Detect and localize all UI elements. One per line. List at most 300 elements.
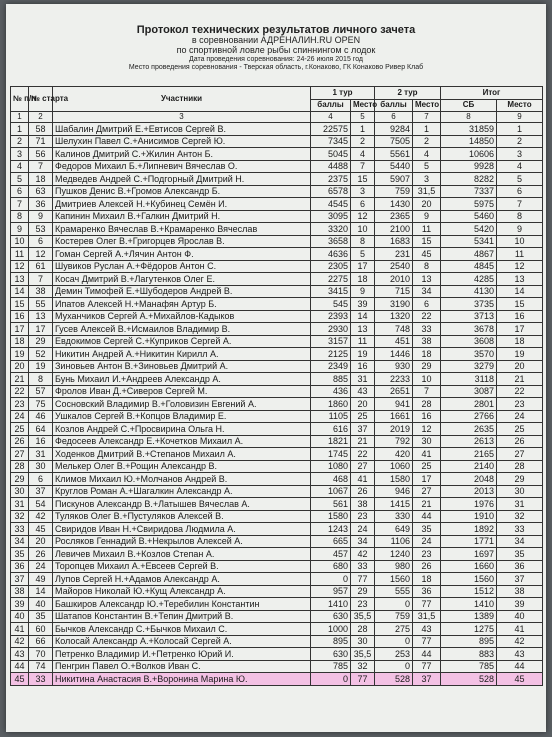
start-number: 31	[29, 448, 53, 461]
tour2-place: 11	[413, 223, 441, 236]
place-line: Место проведения соревнования - Тверская область, г.Конаково, ГК Конаково Ривер Клаб	[128, 63, 424, 71]
total-points: 3678	[441, 323, 497, 336]
document-title: Протокол технических результатов личного зачета	[136, 24, 416, 36]
tour2-points: 1683	[375, 235, 413, 248]
tour2-place: 23	[413, 548, 441, 561]
tour1-points: 0	[311, 673, 351, 686]
start-number: 64	[29, 423, 53, 436]
tour1-points: 616	[311, 423, 351, 436]
participants-cell: Козлов Андрей С.+Просвирина Ольга Н.	[53, 423, 311, 436]
tour1-points: 2305	[311, 260, 351, 273]
total-points: 528	[441, 673, 497, 686]
total-place: 37	[497, 573, 543, 586]
table-row	[11, 410, 543, 423]
start-number: 74	[29, 660, 53, 673]
total-place: 22	[497, 385, 543, 398]
total-points: 883	[441, 648, 497, 661]
tour1-points: 630	[311, 610, 351, 623]
tour2-place: 31,5	[413, 610, 441, 623]
row-number: 25	[11, 423, 29, 436]
total-place: 35	[497, 548, 543, 561]
row-number: 15	[11, 298, 29, 311]
tour1-points: 3415	[311, 285, 351, 298]
row-number: 44	[11, 660, 29, 673]
table-row	[11, 248, 543, 261]
row-number: 41	[11, 623, 29, 636]
tour2-points: 3190	[375, 298, 413, 311]
total-place: 15	[497, 298, 543, 311]
start-number: 6	[29, 235, 53, 248]
col-index: 1	[11, 112, 29, 123]
table-row	[11, 185, 543, 198]
table-row	[11, 335, 543, 348]
total-place: 26	[497, 435, 543, 448]
participants-cell: Башкиров Александр Ю.+Теребилин Константин	[53, 598, 311, 611]
participants-cell: Пушков Денис В.+Громов Александр Б.	[53, 185, 311, 198]
tour2-points: 1320	[375, 310, 413, 323]
table-row	[11, 198, 543, 211]
row-number: 10	[11, 235, 29, 248]
tour2-place: 25	[413, 460, 441, 473]
col-index: 2	[29, 112, 53, 123]
total-place: 14	[497, 285, 543, 298]
row-number: 21	[11, 373, 29, 386]
total-points: 3279	[441, 360, 497, 373]
tour1-place: 13	[351, 323, 375, 336]
col-place-total-header: Место	[497, 99, 543, 112]
total-place: 19	[497, 348, 543, 361]
tour2-place: 21	[413, 498, 441, 511]
protocol-sheet	[6, 4, 546, 732]
total-points: 1697	[441, 548, 497, 561]
participants-cell: Никитина Анастасия В.+Воронина Марина Ю.	[53, 673, 311, 686]
table-row	[11, 648, 543, 661]
row-number: 12	[11, 260, 29, 273]
tour1-place: 3	[351, 185, 375, 198]
total-points: 2165	[441, 448, 497, 461]
tour1-points: 885	[311, 373, 351, 386]
tour1-points: 3320	[311, 223, 351, 236]
tour2-points: 0	[375, 660, 413, 673]
total-points: 1410	[441, 598, 497, 611]
results-body	[11, 123, 543, 686]
tour2-points: 792	[375, 435, 413, 448]
start-number: 12	[29, 248, 53, 261]
total-place: 8	[497, 210, 543, 223]
col-sb-header: СБ	[441, 99, 497, 112]
total-points: 2013	[441, 485, 497, 498]
participants-cell: Лупов Сергей Н.+Адамов Александр А.	[53, 573, 311, 586]
table-row	[11, 635, 543, 648]
start-number: 54	[29, 498, 53, 511]
total-points: 5975	[441, 198, 497, 211]
tour1-place: 28	[351, 623, 375, 636]
total-points: 1976	[441, 498, 497, 511]
tour2-points: 1560	[375, 573, 413, 586]
total-place: 36	[497, 560, 543, 573]
total-points: 4845	[441, 260, 497, 273]
row-number: 39	[11, 598, 29, 611]
tour2-points: 941	[375, 398, 413, 411]
tour1-points: 3157	[311, 335, 351, 348]
tour2-place: 12	[413, 423, 441, 436]
row-number: 33	[11, 523, 29, 536]
tour2-place: 15	[413, 235, 441, 248]
participants-cell: Фролов Иван Д.+Сиверов Сергей М.	[53, 385, 311, 398]
tour2-place: 9	[413, 210, 441, 223]
start-number: 42	[29, 510, 53, 523]
row-number: 5	[11, 173, 29, 186]
tour1-points: 4636	[311, 248, 351, 261]
tour2-points: 420	[375, 448, 413, 461]
participants-cell: Петренко Владимир И.+Петренко Юрий И.	[53, 648, 311, 661]
tour2-place: 8	[413, 260, 441, 273]
total-place: 11	[497, 248, 543, 261]
tour1-points: 4545	[311, 198, 351, 211]
tour1-points: 6578	[311, 185, 351, 198]
total-points: 1512	[441, 585, 497, 598]
tour2-place: 13	[413, 273, 441, 286]
participants-cell: Левичев Михаил В.+Козлов Степан А.	[53, 548, 311, 561]
tour1-place: 16	[351, 360, 375, 373]
tour1-place: 29	[351, 585, 375, 598]
total-points: 2801	[441, 398, 497, 411]
tour2-points: 2019	[375, 423, 413, 436]
tour1-place: 23	[351, 510, 375, 523]
row-number: 40	[11, 610, 29, 623]
table-row	[11, 235, 543, 248]
tour1-points: 2349	[311, 360, 351, 373]
tour1-place: 20	[351, 398, 375, 411]
tour2-place: 6	[413, 298, 441, 311]
participants-cell: Ходенков Дмитрий В.+Степанов Михаил А.	[53, 448, 311, 461]
total-points: 2048	[441, 473, 497, 486]
col-index: 9	[497, 112, 543, 123]
tour1-points: 1067	[311, 485, 351, 498]
tour1-place: 5	[351, 248, 375, 261]
participants-cell: Дмитриев Алексей Н.+Кубинец Семён И.	[53, 198, 311, 211]
row-number: 35	[11, 548, 29, 561]
total-points: 3735	[441, 298, 497, 311]
col-points1-header: баллы	[311, 99, 351, 112]
tour2-place: 22	[413, 310, 441, 323]
start-number: 57	[29, 385, 53, 398]
row-number: 2	[11, 135, 29, 148]
tour2-points: 5440	[375, 160, 413, 173]
row-number: 27	[11, 448, 29, 461]
row-number: 31	[11, 498, 29, 511]
row-number: 28	[11, 460, 29, 473]
row-number: 26	[11, 435, 29, 448]
tour1-place: 18	[351, 273, 375, 286]
row-number: 20	[11, 360, 29, 373]
table-row	[11, 123, 543, 136]
start-number: 58	[29, 123, 53, 136]
tour1-points: 1243	[311, 523, 351, 536]
total-place: 27	[497, 448, 543, 461]
col-index: 6	[375, 112, 413, 123]
participants-cell: Калинов Дмитрий С.+Жилин Антон Б.	[53, 148, 311, 161]
tour1-points: 436	[311, 385, 351, 398]
tour2-place: 27	[413, 485, 441, 498]
tour2-points: 2233	[375, 373, 413, 386]
tour2-place: 18	[413, 573, 441, 586]
tour2-place: 41	[413, 448, 441, 461]
start-number: 14	[29, 585, 53, 598]
total-place: 31	[497, 498, 543, 511]
table-row	[11, 298, 543, 311]
participants-cell: Бычков Александр С.+Бычков Михаил С.	[53, 623, 311, 636]
tour1-place: 9	[351, 285, 375, 298]
start-number: 61	[29, 260, 53, 273]
total-points: 14850	[441, 135, 497, 148]
start-number: 35	[29, 610, 53, 623]
table-row	[11, 460, 543, 473]
tour1-place: 14	[351, 310, 375, 323]
table-row	[11, 573, 543, 586]
start-number: 60	[29, 623, 53, 636]
participants-cell: Гоман Сергей А.+Лячин Антон Ф.	[53, 248, 311, 261]
tour1-place: 2	[351, 135, 375, 148]
tour1-points: 3658	[311, 235, 351, 248]
tour1-place: 30	[351, 635, 375, 648]
tour2-place: 44	[413, 648, 441, 661]
results-table	[10, 86, 543, 686]
start-number: 46	[29, 410, 53, 423]
row-number: 16	[11, 310, 29, 323]
tour1-points: 7345	[311, 135, 351, 148]
table-row	[11, 423, 543, 436]
col-start-header: № старта	[29, 87, 53, 112]
row-number: 22	[11, 385, 29, 398]
tour2-place: 18	[413, 348, 441, 361]
total-points: 3608	[441, 335, 497, 348]
row-number: 17	[11, 323, 29, 336]
start-number: 37	[29, 485, 53, 498]
participants-cell: Гусев Алексей В.+Исмаилов Владимир В.	[53, 323, 311, 336]
start-number: 16	[29, 435, 53, 448]
participants-cell: Шелухин Павел С.+Анисимов Сергей Ю.	[53, 135, 311, 148]
start-number: 40	[29, 598, 53, 611]
tour1-points: 1105	[311, 410, 351, 423]
total-place: 43	[497, 648, 543, 661]
col-num-header: № п/п	[11, 87, 29, 112]
start-number: 33	[29, 673, 53, 686]
total-place: 25	[497, 423, 543, 436]
tour1-points: 545	[311, 298, 351, 311]
row-number: 11	[11, 248, 29, 261]
row-number: 24	[11, 410, 29, 423]
total-points: 1892	[441, 523, 497, 536]
participants-cell: Колосай Александр А.+Колосай Сергей А.	[53, 635, 311, 648]
tour1-place: 10	[351, 223, 375, 236]
table-row	[11, 623, 543, 636]
tour2-place: 28	[413, 398, 441, 411]
document-subtitle-2: по спортивной ловле рыбы спиннингом с лодок	[176, 44, 376, 55]
row-number: 14	[11, 285, 29, 298]
tour1-place: 7	[351, 160, 375, 173]
participants-cell: Ушкалов Сергей В.+Копцов Владимир Е.	[53, 410, 311, 423]
tour1-place: 6	[351, 198, 375, 211]
total-place: 9	[497, 223, 543, 236]
table-row	[11, 260, 543, 273]
start-number: 6	[29, 473, 53, 486]
table-row	[11, 398, 543, 411]
tour2-place: 20	[413, 198, 441, 211]
tour1-points: 2275	[311, 273, 351, 286]
total-place: 12	[497, 260, 543, 273]
total-place: 33	[497, 523, 543, 536]
tour1-points: 2393	[311, 310, 351, 323]
table-row	[11, 385, 543, 398]
date-line: Дата проведения соревнования: 24-26 июля 2015 год	[188, 55, 364, 63]
tour1-points: 3095	[311, 210, 351, 223]
tour1-points: 680	[311, 560, 351, 573]
total-place: 40	[497, 610, 543, 623]
col-tour2-header: 2 тур	[375, 87, 441, 100]
table-row	[11, 585, 543, 598]
tour2-points: 2540	[375, 260, 413, 273]
participants-cell: Майоров Николай Ю.+Кущ Александр А.	[53, 585, 311, 598]
tour2-place: 44	[413, 510, 441, 523]
table-row	[11, 348, 543, 361]
tour1-place: 31	[351, 373, 375, 386]
tour2-points: 275	[375, 623, 413, 636]
start-number: 19	[29, 360, 53, 373]
total-place: 39	[497, 598, 543, 611]
participants-cell: Зиновьев Антон В.+Зиновьев Дмитрий А.	[53, 360, 311, 373]
tour1-points: 895	[311, 635, 351, 648]
tour1-place: 26	[351, 485, 375, 498]
total-points: 3087	[441, 385, 497, 398]
tour2-place: 4	[413, 148, 441, 161]
tour2-place: 10	[413, 373, 441, 386]
col-index: 7	[413, 112, 441, 123]
tour1-place: 24	[351, 523, 375, 536]
tour1-place: 77	[351, 673, 375, 686]
tour1-place: 39	[351, 298, 375, 311]
tour1-points: 1580	[311, 510, 351, 523]
row-number: 32	[11, 510, 29, 523]
tour2-points: 231	[375, 248, 413, 261]
start-number: 63	[29, 185, 53, 198]
table-row	[11, 535, 543, 548]
tour1-points: 22575	[311, 123, 351, 136]
tour2-points: 1661	[375, 410, 413, 423]
total-points: 5420	[441, 223, 497, 236]
row-number: 8	[11, 210, 29, 223]
row-number: 29	[11, 473, 29, 486]
row-number: 43	[11, 648, 29, 661]
total-place: 3	[497, 148, 543, 161]
tour1-place: 12	[351, 210, 375, 223]
tour1-points: 1000	[311, 623, 351, 636]
table-row	[11, 673, 543, 686]
tour1-place: 33	[351, 560, 375, 573]
tour2-points: 5561	[375, 148, 413, 161]
tour2-points: 9284	[375, 123, 413, 136]
table-row	[11, 523, 543, 536]
participants-cell: Федосеев Александр Е.+Кочетков Михаил А.	[53, 435, 311, 448]
tour2-place: 3	[413, 173, 441, 186]
tour2-place: 77	[413, 598, 441, 611]
total-place: 16	[497, 310, 543, 323]
row-number: 19	[11, 348, 29, 361]
total-points: 2635	[441, 423, 497, 436]
col-total-header: Итог	[441, 87, 543, 100]
document-header	[6, 24, 546, 71]
table-row	[11, 160, 543, 173]
tour1-points: 5045	[311, 148, 351, 161]
participants-cell: Евдокимов Сергей С.+Куприков Сергей А.	[53, 335, 311, 348]
table-row	[11, 135, 543, 148]
table-row	[11, 598, 543, 611]
start-number: 55	[29, 298, 53, 311]
table-row	[11, 485, 543, 498]
tour2-points: 2010	[375, 273, 413, 286]
tour2-points: 1580	[375, 473, 413, 486]
participants-cell: Костерев Олег В.+Григорцев Ярослав В.	[53, 235, 311, 248]
tour1-place: 25	[351, 410, 375, 423]
col-index: 3	[53, 112, 311, 123]
tour1-points: 561	[311, 498, 351, 511]
total-place: 44	[497, 660, 543, 673]
tour2-points: 759	[375, 185, 413, 198]
tour2-points: 649	[375, 523, 413, 536]
participants-cell: Федоров Михаил Б.+Липневич Вячеслав О.	[53, 160, 311, 173]
participants-cell: Демин Тимофей Е.+Шубодеров Андрей В.	[53, 285, 311, 298]
tour2-place: 7	[413, 385, 441, 398]
tour1-place: 35,5	[351, 610, 375, 623]
table-row	[11, 435, 543, 448]
tour2-points: 7505	[375, 135, 413, 148]
tour1-points: 1821	[311, 435, 351, 448]
start-number: 17	[29, 323, 53, 336]
table-row	[11, 498, 543, 511]
tour1-points: 2125	[311, 348, 351, 361]
participants-cell: Мелькер Олег В.+Рощин Александр В.	[53, 460, 311, 473]
row-number: 37	[11, 573, 29, 586]
total-points: 785	[441, 660, 497, 673]
total-place: 20	[497, 360, 543, 373]
total-place: 13	[497, 273, 543, 286]
tour2-place: 1	[413, 123, 441, 136]
total-points: 1275	[441, 623, 497, 636]
tour1-place: 27	[351, 460, 375, 473]
tour2-place: 5	[413, 160, 441, 173]
tour1-place: 41	[351, 473, 375, 486]
participants-cell: Никитин Андрей А.+Никитин Кирилл А.	[53, 348, 311, 361]
row-number: 34	[11, 535, 29, 548]
tour1-points: 2930	[311, 323, 351, 336]
row-number: 6	[11, 185, 29, 198]
tour2-place: 17	[413, 473, 441, 486]
tour2-points: 2100	[375, 223, 413, 236]
tour1-place: 19	[351, 348, 375, 361]
total-points: 1910	[441, 510, 497, 523]
table-row	[11, 148, 543, 161]
total-place: 28	[497, 460, 543, 473]
total-points: 4130	[441, 285, 497, 298]
row-number: 23	[11, 398, 29, 411]
row-number: 3	[11, 148, 29, 161]
table-row	[11, 548, 543, 561]
total-place: 5	[497, 173, 543, 186]
tour1-points: 468	[311, 473, 351, 486]
total-place: 10	[497, 235, 543, 248]
tour2-place: 35	[413, 523, 441, 536]
tour1-place: 35,5	[351, 648, 375, 661]
